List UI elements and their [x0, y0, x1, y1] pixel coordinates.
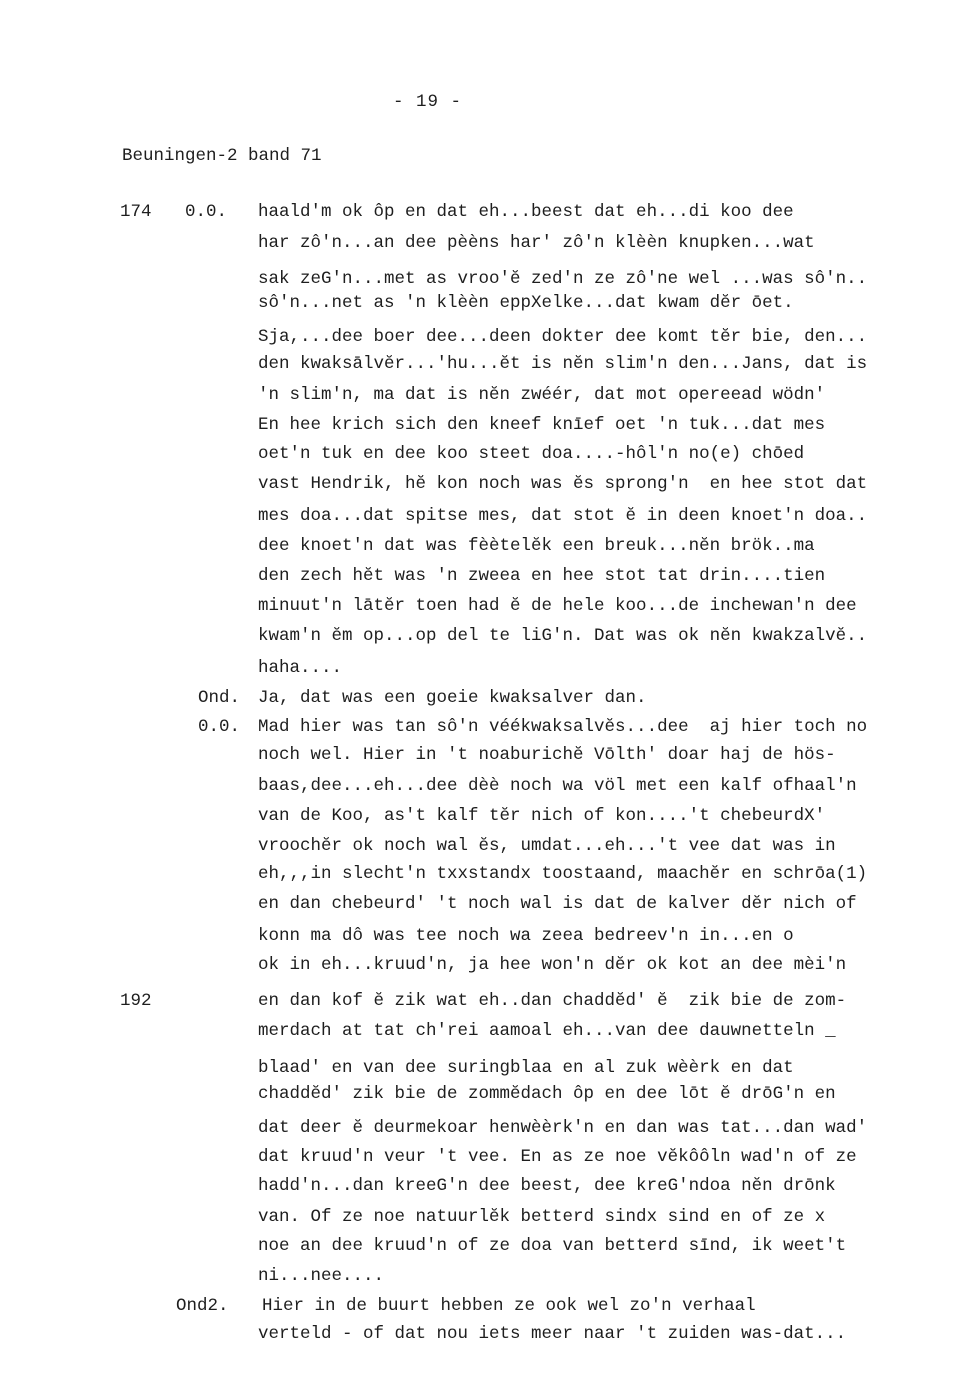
speaker-label: 0.0.: [185, 202, 228, 222]
line-text: Hier in de buurt hebben ze ook wel zo'n verhaal: [262, 1296, 756, 1316]
transcript-line: [0, 1118, 973, 1148]
transcript-line: [0, 233, 973, 263]
transcript-line: [0, 566, 973, 596]
transcript-line: [0, 385, 973, 415]
line-text: konn ma dô was tee noch wa zeea bedreev'n in...en o: [258, 926, 794, 946]
line-text: dat deer ĕ deurmekoar henwèèrk'n en dan was tat...dan wad': [258, 1118, 868, 1138]
page-number: - 19 -: [393, 92, 463, 112]
transcript-line: [0, 202, 973, 232]
line-text: minuut'n lātĕr toen had ĕ de hele koo...de inchewan'n dee: [258, 596, 857, 616]
line-text: mes doa...dat spitse mes, dat stot ĕ in deen knoet'n doa..: [258, 506, 868, 526]
line-text: vast Hendrik, hĕ kon noch was ĕs sprong'n en hee stot dat: [258, 474, 868, 494]
transcript-line: [0, 745, 973, 775]
line-text: 'n slim'n, ma dat is nĕn zwéér, dat mot opereead wödn': [258, 385, 826, 405]
line-text: Ja, dat was een goeie kwaksalver dan.: [258, 688, 647, 708]
transcript-line: [0, 688, 973, 718]
line-text: noch wel. Hier in 't noaburichĕ Vōlth' doar haj de hös-: [258, 745, 836, 765]
line-text: merdach at tat ch'rei aamoal eh...van dee dauwnetteln _: [258, 1021, 836, 1041]
transcript-line: [0, 444, 973, 474]
line-number: 192: [120, 991, 152, 1011]
line-text: hadd'n...dan kreeG'n dee beest, dee kreG'ndoa nĕn drōnk: [258, 1176, 836, 1196]
line-text: den kwaksālvĕr...'hu...ĕt is nĕn slim'n den...Jans, dat is: [258, 354, 868, 374]
document-header: Beuningen-2 band 71: [122, 146, 322, 166]
transcript-line: [0, 327, 973, 357]
line-text: haald'm ok ôp en dat eh...beest dat eh...di koo dee: [258, 202, 794, 222]
line-text: haha....: [258, 658, 343, 678]
line-text: sô'n...net as 'n klèèn eppXelke...dat kwam dĕr ōet.: [258, 293, 794, 313]
speaker-label: Ond2.: [176, 1296, 229, 1316]
line-text: kwam'n ĕm op...op del te liG'n. Dat was ok nĕn kwakzalvĕ..: [258, 626, 868, 646]
line-text: dee knoet'n dat was fèètelĕk een breuk...nĕn brök..ma: [258, 536, 815, 556]
line-text: ni...nee....: [258, 1266, 385, 1286]
transcript-line: [0, 596, 973, 626]
transcript-line: [0, 806, 973, 836]
transcript-line: [0, 1296, 973, 1326]
transcript-line: [0, 864, 973, 894]
line-text: eh,,,in slecht'n txxstandx toostaand, maachĕr en schrōa(1): [258, 864, 868, 884]
line-text: en dan kof ĕ zik wat eh..dan chaddĕd' ĕ zik bie de zom-: [258, 991, 847, 1011]
speaker-label: 0.0.: [198, 717, 241, 737]
line-text: vroochĕr ok noch wal ĕs, umdat...eh...'t vee dat was in: [258, 836, 836, 856]
transcript-line: [0, 536, 973, 566]
line-text: van. Of ze noe natuurlĕk betterd sindx sind en of ze x: [258, 1207, 826, 1227]
transcript-line: [0, 1021, 973, 1051]
line-text: en dan chebeurd' 't noch wal is dat de kalver dĕr nich of: [258, 894, 857, 914]
transcript-line: [0, 894, 973, 924]
line-text: Sja,...dee boer dee...deen dokter dee komt tĕr bie, den...: [258, 327, 868, 347]
transcript-line: [0, 776, 973, 806]
line-text: ok in eh...kruud'n, ja hee won'n dĕr ok kot an dee mèi'n: [258, 955, 847, 975]
transcript-line: [0, 1324, 973, 1354]
transcript-line: [0, 1266, 973, 1296]
line-text: chaddĕd' zik bie de zommĕdach ôp en dee lōt ĕ drōG'n en: [258, 1084, 836, 1104]
transcript-line: [0, 955, 973, 985]
transcript-line: [0, 293, 973, 323]
transcript-line: [0, 626, 973, 656]
line-text: En hee krich sich den kneef knīef oet 'n tuk...dat mes: [258, 415, 826, 435]
speaker-label: Ond.: [198, 688, 241, 708]
transcript-line: [0, 1236, 973, 1266]
transcript-line: [0, 415, 973, 445]
line-text: dat kruud'n veur 't vee. En as ze noe vĕkôôln wad'n of ze: [258, 1147, 857, 1167]
line-text: sak zeG'n...met as vroo'ĕ zed'n ze zô'ne wel ...was sô'n..: [258, 269, 868, 289]
line-text: blaad' en van dee suringblaa en al zuk wèèrk en dat: [258, 1058, 794, 1078]
transcript-line: [0, 1207, 973, 1237]
line-text: baas,dee...eh...dee dèè noch wa völ met een kalf ofhaal'n: [258, 776, 857, 796]
transcript-line: [0, 474, 973, 504]
line-text: noe an dee kruud'n of ze doa van betterd sīnd, ik weet't: [258, 1236, 847, 1256]
transcript-line: [0, 1147, 973, 1177]
transcript-line: [0, 1176, 973, 1206]
line-text: oet'n tuk en dee koo steet doa....-hôl'n no(e) chōed: [258, 444, 805, 464]
line-text: van de Koo, as't kalf tĕr nich of kon....'t chebeurdX': [258, 806, 826, 826]
line-text: verteld - of dat nou iets meer naar 't zuiden was-dat...: [258, 1324, 847, 1344]
transcript-line: [0, 354, 973, 384]
transcript-line: [0, 658, 973, 688]
transcript-line: [0, 926, 973, 956]
transcript-line: [0, 991, 973, 1021]
transcript-line: [0, 836, 973, 866]
transcript-line: [0, 717, 973, 747]
line-text: Mad hier was tan sô'n véékwaksalvĕs...dee aj hier toch no: [258, 717, 868, 737]
transcript-line: [0, 1084, 973, 1114]
transcript-line: [0, 506, 973, 536]
line-text: har zô'n...an dee pèèns har' zô'n klèèn knupken...wat: [258, 233, 815, 253]
line-number: 174: [120, 202, 152, 222]
line-text: den zech hĕt was 'n zweea en hee stot tat drin....tien: [258, 566, 826, 586]
